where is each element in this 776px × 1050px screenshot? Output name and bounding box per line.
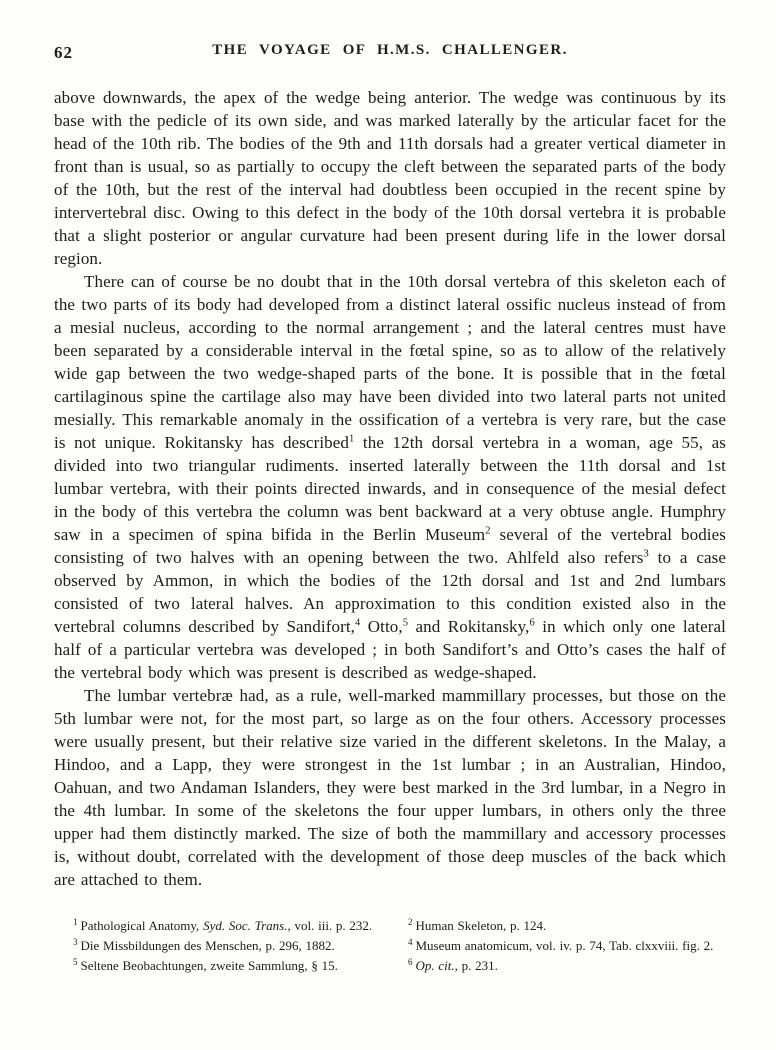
footnote-ref-4: 4 [355,617,361,629]
footnote-text: , vol. iii. p. 232. [287,918,373,933]
paragraph-2-segment: to a case observed by Ammon, in which the bodies of the 12th dorsal and 1st and 2nd lumbars consisted of two lateral halves. An approximation to this condition existed also in the vertebral columns described by Sandifort, [54,548,726,636]
footnote-marker: 3 [73,936,78,947]
paragraph-2 [54,270,726,684]
footnote-ref-1: 1 [349,433,355,445]
page-header [54,42,726,64]
footnote-marker: 1 [73,916,78,927]
footnotes-left-column [54,916,408,976]
footnote-text: Pathological Anatomy, [80,918,204,933]
footnote-ref-5: 5 [402,617,409,629]
footnotes [54,916,726,976]
running-title: THE VOYAGE OF H.M.S. CHALLENGER. [212,42,568,58]
paragraph-2-segment: There can of course be no doubt that in the 10th dorsal vertebra of this skeleton each of the two parts of its body had developed from a distinct lateral ossific nucleus instead of from a mesial nucleus, according to the normal arrangement ; and the lateral centres must have been separated by a considerable interval in the fœtal spine, so as to allow of the relatively wide gap between the two wedge-shaped parts of the bone. It is possible that in the fœtal cartilaginous spine the cartilage also may have been divided into two lateral parts not united mesially. This remarkable anomaly in the ossification of a vertebra is very rare, but the case is not unique. Rokitansky has described [54,272,726,452]
footnote-3 [73,936,408,956]
footnote-5 [73,956,408,976]
footnote-4 [408,936,726,956]
footnote-marker: 6 [408,956,413,967]
footnote-marker: 5 [73,956,78,967]
footnote-marker: 4 [408,936,413,947]
page-number: 62 [54,43,73,62]
footnotes-right-column [408,916,726,976]
footnote-ref-6: 6 [529,617,535,629]
footnote-6 [408,956,726,976]
footnote-text: Die Missbildungen des Menschen, p. 296, 1882. [80,938,335,953]
footnote-ref-3: 3 [643,548,649,560]
paragraph-2-segment: in which only one lateral half of a particular vertebra was developed ; in both Sandifort’s and Otto’s cases the half of the vertebral body which was present is described as wedge-shaped. [54,617,726,682]
footnote-text: , p. 231. [454,958,498,973]
page-body [54,86,726,891]
paragraph-2-segment: the 12th dorsal vertebra in a woman, age 55, as divided into two triangular rudiments. inserted laterally between the 11th dorsal and 1st lumbar vertebra, with their points directed inwards, and in consequence of the mesial defect in the body of this vertebra the column was bent backward at a very obtuse angle. Humphry saw in a specimen of spina bifida in the Berlin Museum [54,433,726,544]
footnote-text-italic: Op. cit. [415,958,455,973]
footnote-text-italic: Syd. Soc. Trans. [203,918,288,933]
footnote-1 [73,916,408,936]
footnote-ref-2: 2 [485,525,491,537]
footnote-text: Human Skeleton, p. 124. [415,918,547,933]
paragraph-2-segment: and Rokitansky, [408,617,530,636]
paragraph-2-segment: Otto, [360,617,403,636]
paragraph-2-segment: several of the vertebral bodies consisting of two halves with an opening between the two. Ahlfeld also refers [54,525,726,567]
footnote-text: Museum anatomicum, vol. iv. p. 74, Tab. clxxviii. fig. 2. [415,938,714,953]
paragraph-3: The lumbar vertebræ had, as a rule, well-marked mammillary processes, but those on the 5th lumbar were not, for the most part, so large as on the four others. Accessory processes were usually present, but their relative size varied in the different skeletons. In the Malay, a Hindoo, and a Lapp, they were strongest in the 1st lumbar ; in an Australian, Hindoo, Oahuan, and two Andaman Islanders, they were best marked in the 3rd lumbar, in a Negro in the 4th lumbar. In some of the skeletons the four upper lumbars, in others only the three upper had them distinctly marked. The size of both the mammillary and accessory processes is, without doubt, correlated with the development of those deep muscles of the back which are attached to them. [54,686,726,889]
footnote-text: Seltene Beobachtungen, zweite Sammlung, § 15. [80,958,338,973]
footnote-2 [408,916,726,936]
footnote-marker: 2 [408,916,413,927]
paragraph-1: above downwards, the apex of the wedge being anterior. The wedge was continuous by its base with the pedicle of its own side, and was marked laterally by the articular facet for the head of the 10th rib. The bodies of the 9th and 11th dorsals had a greater vertical diameter in front than is usual, so as partially to occupy the cleft between the separated parts of the body of the 10th, but the rest of the interval had doubtless been occupied in the recent spine by intervertebral disc. Owing to this defect in the body of the 10th dorsal vertebra it is probable that a slight posterior or angular curvature had been present during life in the lower dorsal region. [54,88,726,268]
